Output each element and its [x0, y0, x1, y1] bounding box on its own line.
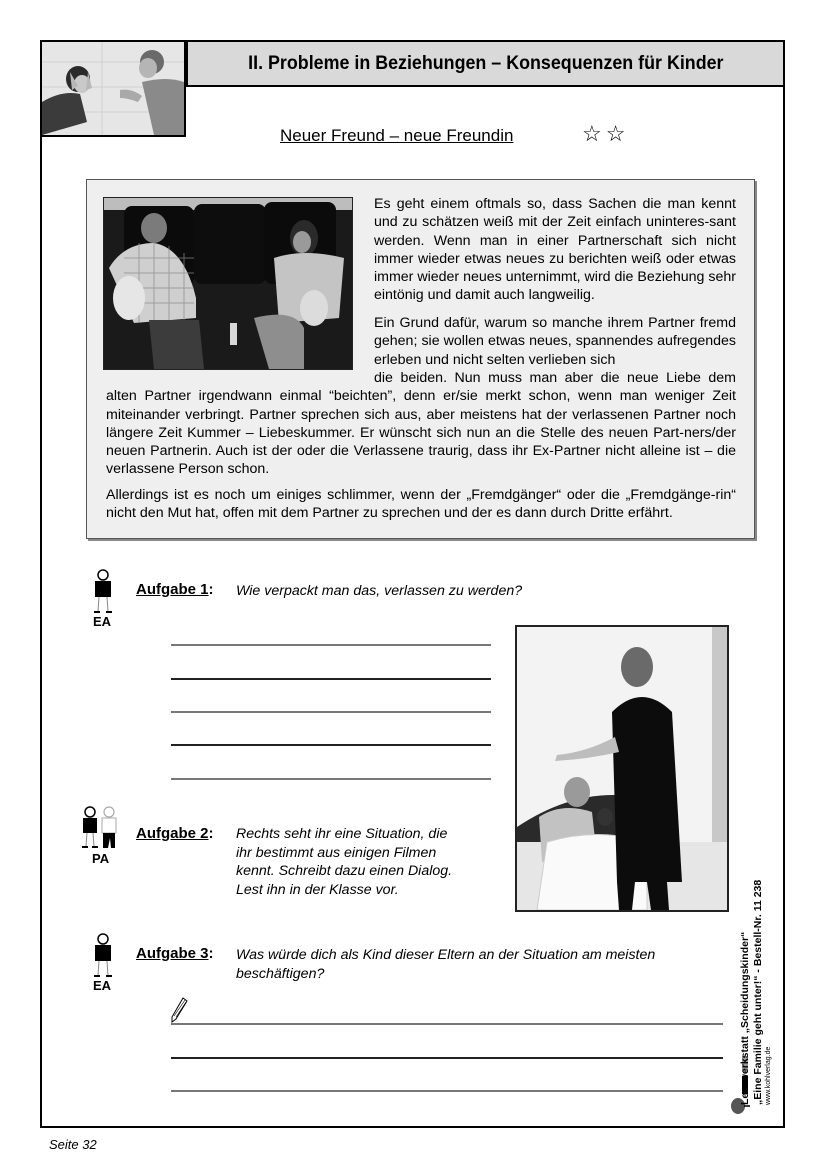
arguing-couple-photo-icon: [42, 42, 184, 135]
credit-line-2: „Eine Familie geht unter!“ - Bestell-Nr. 11 238: [752, 879, 764, 1105]
pencil-icon: [170, 997, 188, 1023]
credit-line-1: Lernwerkstatt „Scheidungskinder“: [739, 931, 751, 1105]
task2-line: Lest ihn in der Klasse vor.: [236, 881, 399, 898]
task2-line: Rechts seht ihr eine Situation, die: [236, 826, 448, 842]
task2-mode-label: PA: [92, 851, 110, 866]
bedroom-confrontation-photo: [515, 625, 729, 912]
reading-paragraph-2-start: Ein Grund dafür, warum so manche ihrem Partner fremd gehen; sie wollen etwas neues, spannendes aufregendes erleben und nicht selten verlieben sich: [374, 315, 736, 368]
section-subtitle: Neuer Freund – neue Freundin: [280, 126, 514, 145]
publisher-credit: [739, 880, 772, 1105]
answer-line[interactable]: [171, 744, 491, 746]
reading-paragraph-1: Es geht einem oftmals so, dass Sachen die man kennt und zu schätzen weiß mit der Zeit einfach uninteres-sant werden. Wenn man in einer Partnerschaft sich nicht immer wieder etwas neues zu berichten weiß oder etwas immer wieder neues unternimmt, wird die Beziehung sehr eintönig und damit auch langweilig.: [374, 196, 736, 304]
task2-line: kennt. Schreibt dazu einen Dialog.: [236, 863, 453, 879]
task3-mode-label: EA: [93, 978, 112, 993]
reading-paragraph-2-continued: [106, 369, 736, 479]
difficulty-stars-icon: ☆☆: [582, 121, 630, 146]
answer-line[interactable]: [171, 778, 491, 780]
answer-line[interactable]: [171, 1057, 723, 1059]
task3-line: beschäftigen?: [236, 965, 325, 982]
task2-label-colon: :: [208, 825, 214, 842]
header-photo: [40, 40, 186, 137]
task1-mode-label: EA: [93, 614, 112, 629]
task1-label-text: Aufgabe 1: [136, 581, 209, 598]
couple-on-sofa-photo-icon: [104, 198, 352, 369]
task3-line: Was würde dich als Kind dieser Eltern an der Situation am meisten: [236, 947, 656, 963]
chapter-title-bar: [186, 40, 785, 87]
task1-question: Wie verpackt man das, verlassen zu werden?: [236, 583, 523, 599]
task2-label: [136, 825, 214, 842]
task2-instructions: [236, 825, 452, 899]
bedroom-confrontation-photo-icon: [517, 627, 727, 910]
couple-on-sofa-photo: [103, 197, 353, 370]
answer-line[interactable]: [171, 1023, 723, 1025]
task2-line: ihr bestimmt aus einigen Filmen: [236, 844, 437, 861]
answer-line[interactable]: [171, 1090, 723, 1092]
page-number: Seite 32: [49, 1137, 97, 1152]
task3-question: [236, 946, 655, 983]
reading-paragraph-3: Allerdings ist es noch um einiges schlimmer, wenn der „Fremdgänger“ oder die „Fremdgänge-rin“ nicht den Mut hat, offen mit dem Partner zu sprechen und der es dann durch Dritte erfährt.: [106, 487, 736, 522]
answer-line[interactable]: [171, 644, 491, 646]
answer-line[interactable]: [171, 678, 491, 680]
task1-label: [136, 581, 214, 598]
task1-label-colon: :: [208, 581, 214, 598]
task3-label-text: Aufgabe 3: [136, 945, 209, 962]
reading-paragraph-2-text: die beiden. Nun muss man aber die neue Liebe dem alten Partner irgendwann einmal “beichten”, denn er/sie merkt schon, wenn man weniger Zeit miteinander verbringt. Partner sprechen sich aus, aber meistens hat der verlassenen Partner noch längere Zeit Kummer – Liebeskummer. Er wünscht sich nun an die Stelle des neuen Part-ners/der neuen Partnerin. Auch ist der oder die Verlassene traurig, dass ihr Ex-Partner nicht alleine ist – die verlassene Person schon.: [106, 370, 736, 478]
chapter-title: II. Probleme in Beziehungen – Konsequenzen für Kinder: [247, 52, 724, 74]
publisher-url[interactable]: www.kohlverlag.de: [765, 1046, 772, 1105]
task3-label: [136, 945, 214, 962]
answer-line[interactable]: [171, 711, 491, 713]
task3-label-colon: :: [208, 945, 214, 962]
task2-label-text: Aufgabe 2: [136, 825, 209, 842]
